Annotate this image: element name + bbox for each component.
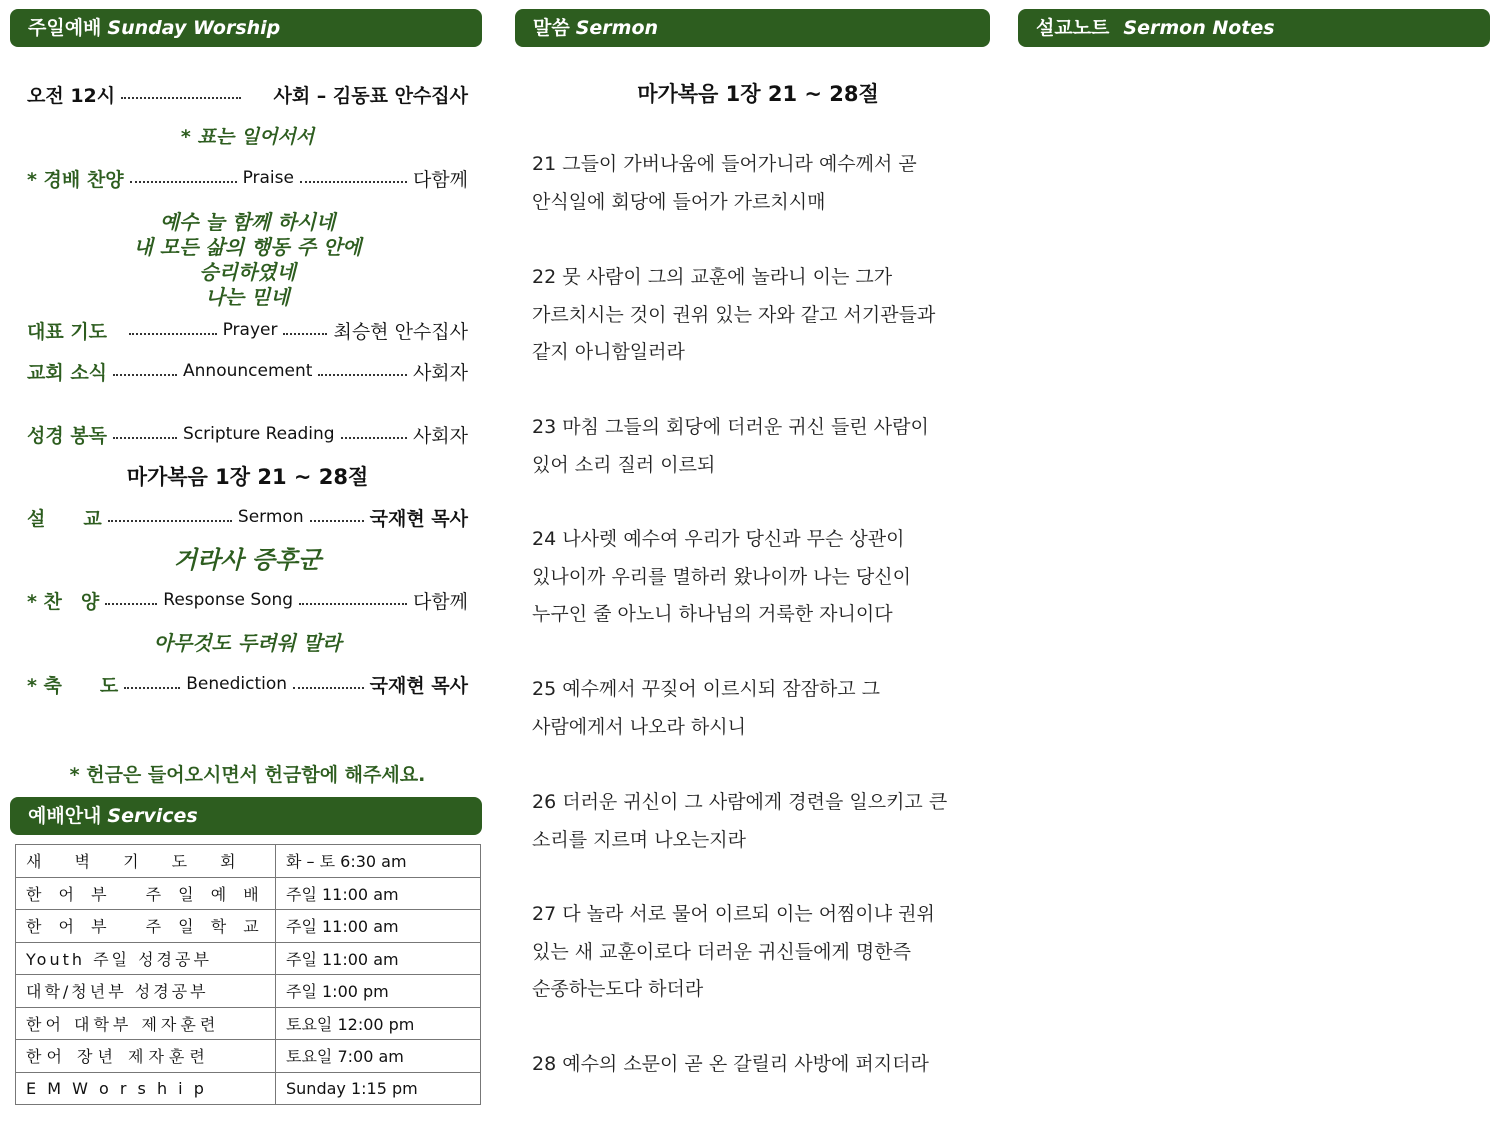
sermon-header [515,9,990,47]
dot-leader [108,520,232,522]
dot-leader [310,520,364,522]
verse-line: 25 예수께서 꾸짖어 이르시되 잠잠하고 그 [532,678,881,700]
notes-header [1018,9,1490,47]
notes-header-en: Sermon Notes [1123,17,1275,39]
dot-leader [105,603,157,605]
service-time: 주일 1:00 pm [276,975,481,1008]
response-row [27,586,468,614]
benediction-row [27,670,468,698]
verse-line: 안식일에 회당에 들어가 가르치시매 [532,190,826,213]
dot-leader [283,333,327,335]
scripture-en: Scripture Reading [183,424,335,444]
services-header [10,797,482,835]
services-header-en: Services [107,805,198,827]
service-name: E M W o r s h i p [16,1072,276,1105]
dot-leader [113,374,177,376]
benediction-en: Benediction [186,674,288,694]
sermon-header-ko: 말씀 [533,17,570,39]
worship-header [10,9,482,47]
announce-label: 교회 소식 [27,361,108,384]
praise-en: Praise [242,168,294,188]
verse-22 [532,259,982,372]
praise-song-line: 내 모든 삶의 행동 주 안에 [133,235,362,259]
prayer-who: 최승현 안수집사 [333,320,468,343]
service-name: 한어 장년 제자훈련 [16,1040,276,1073]
verse-line: 22 뭇 사람이 그의 교훈에 놀라니 이는 그가 [532,266,893,288]
sermon-header-en: Sermon [575,17,659,39]
verse-line: 가르치시는 것이 권위 있는 자와 같고 서기관들과 [532,303,936,326]
service-name: 대학/청년부 성경공부 [16,975,276,1008]
scripture-label: 성경 봉독 [27,424,108,447]
sermon-who: 국재현 목사 [369,507,468,530]
praise-who: 다함께 [412,168,468,191]
table-row [16,975,481,1008]
verse-line: 누구인 줄 아노니 하나님의 거룩한 자니이다 [532,603,893,625]
service-time: 주일 11:00 am [276,942,481,975]
sermon-title: 거라사 증후군 [173,546,322,574]
praise-song-line: 승리하였네 [199,260,296,284]
prayer-en: Prayer [222,320,278,340]
verse-25 [532,671,982,746]
service-time: 오전 12시 [27,84,116,107]
dot-leader [293,687,364,689]
service-name: 한어 대학부 제자훈련 [16,1007,276,1040]
service-time: 화 – 토 6:30 am [276,845,481,878]
response-song: 아무것도 두려워 말라 [153,631,342,655]
services-header-ko: 예배안내 [28,805,102,827]
dot-leader [341,437,407,439]
services-table [15,844,481,1105]
verse-line: 소리를 지르며 나오는지라 [532,828,746,851]
verse-line: 있나이까 우리를 멸하러 왔나이까 나는 당신이 [532,565,911,588]
praise-label: * 경배 찬양 [27,168,124,191]
verse-26 [532,784,982,859]
service-time: 주일 11:00 am [276,910,481,943]
prayer-row [27,316,468,344]
scripture-who: 사회자 [412,424,468,447]
verse-28 [532,1046,982,1084]
table-row [16,845,481,878]
praise-row [27,164,468,192]
verse-line: 있어 소리 질러 이르되 [532,453,716,476]
verse-line: 21 그들이 가버나움에 들어가니라 예수께서 곧 [532,153,917,175]
sermon-label: 설 교 [27,507,102,530]
verse-21 [532,146,982,221]
service-time: 토요일 7:00 am [276,1040,481,1073]
worship-header-en: Sunday Worship [107,17,281,39]
dot-leader [130,181,237,183]
response-who: 다함께 [412,590,468,613]
verse-23 [532,409,982,484]
praise-song [27,210,468,310]
dot-leader [121,97,241,99]
service-time: 토요일 12:00 pm [276,1007,481,1040]
service-time: Sunday 1:15 pm [276,1072,481,1105]
service-name: Youth 주일 성경공부 [16,942,276,975]
scripture-row [27,420,468,448]
table-row [16,910,481,943]
presider: 사회 – 김동표 안수집사 [273,84,468,107]
verse-line: 26 더러운 귀신이 그 사람에게 경련을 일으키고 큰 [532,791,948,813]
dot-leader [113,437,177,439]
table-row [16,877,481,910]
verse-line: 27 다 놀라 서로 물어 이르되 이는 어찜이냐 권위 [532,903,935,925]
table-row [16,1040,481,1073]
worship-header-ko: 주일예배 [28,17,102,39]
scripture-ref: 마가복음 1장 21 ~ 28절 [126,465,369,489]
praise-song-line: 나는 믿네 [205,285,290,309]
benediction-who: 국재현 목사 [369,674,468,697]
verse-line: 24 나사렛 예수여 우리가 당신과 무슨 상관이 [532,528,905,550]
dot-leader [318,374,407,376]
response-en: Response Song [163,590,294,610]
dot-leader [129,333,217,335]
notes-header-ko: 설교노트 [1036,17,1110,39]
service-time: 주일 11:00 am [276,877,481,910]
announce-en: Announcement [183,361,313,381]
verse-line: 사람에게서 나오라 하시니 [532,715,746,738]
dot-leader [124,687,180,689]
stand-note: * 표는 일어서서 [180,126,315,148]
verse-line: 있는 새 교훈이로다 더러운 귀신들에게 명한즉 [532,940,911,963]
service-name: 새 벽 기 도 회 [16,845,276,878]
dot-leader [299,603,407,605]
verse-line: 순종하는도다 하더라 [532,978,704,1000]
announce-row [27,357,468,385]
praise-song-line: 예수 늘 함께 하시네 [159,210,336,234]
dot-leader [300,181,407,183]
sermon-row [27,503,468,531]
service-name: 한 어 부 주 일 학 교 [16,910,276,943]
verse-line: 23 마침 그들의 회당에 더러운 귀신 들린 사람이 [532,416,929,438]
verse-27 [532,896,982,1009]
verse-24 [532,521,982,634]
sermon-en: Sermon [237,507,304,527]
benediction-label: * 축 도 [27,674,119,697]
table-row [16,1007,481,1040]
response-label: * 찬 양 [27,590,100,613]
verse-line: 같지 아니함일러라 [532,341,685,363]
offering-note: * 헌금은 들어오시면서 헌금함에 해주세요. [69,764,426,786]
announce-who: 사회자 [412,361,468,384]
table-row [16,942,481,975]
time-row [27,80,468,108]
prayer-label: 대표 기도 [27,320,108,343]
verse-line: 28 예수의 소문이 곧 온 갈릴리 사방에 퍼지더라 [532,1053,929,1075]
sermon-reference: 마가복음 1장 21 ~ 28절 [637,82,879,106]
table-row [16,1072,481,1105]
service-name: 한 어 부 주 일 예 배 [16,877,276,910]
